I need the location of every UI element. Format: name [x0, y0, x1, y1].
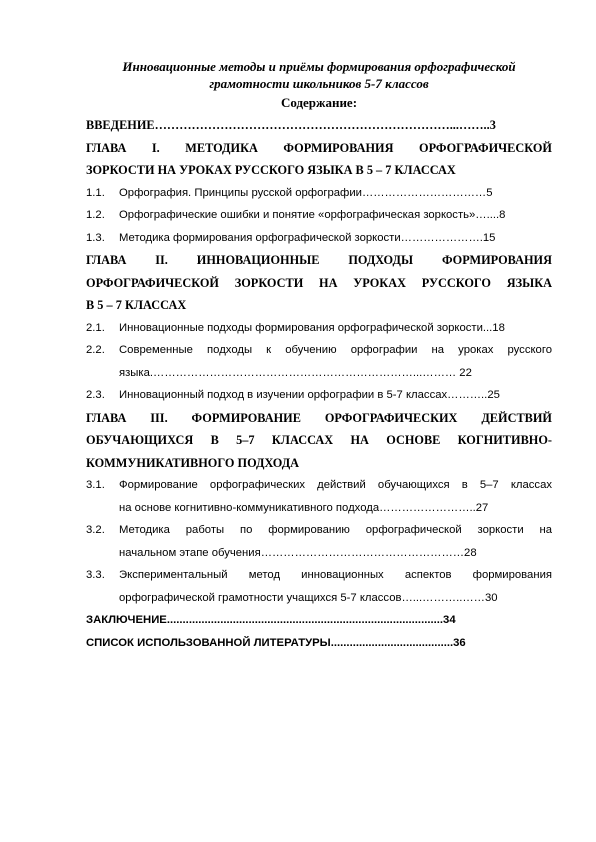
- toc-item-text: Инновационные подходы формирования орфографической зоркости...18: [119, 321, 505, 334]
- toc-item-text-line2: орфографической грамотности учащихся 5-7 классов…...………..……30: [119, 591, 498, 604]
- toc-item-number: 2.1.: [86, 321, 105, 334]
- toc-item-text-line1: Экспериментальный метод инновационных аспектов формирования: [119, 569, 552, 581]
- toc-item-text: [119, 564, 552, 609]
- document-title-line-2: грамотности школьников 5-7 классов: [209, 76, 429, 91]
- toc-item-1-2: [86, 204, 552, 227]
- toc-item-text: Орфография. Принципы русской орфографии……………………………5: [119, 186, 493, 199]
- toc-bibliography: СПИСОК ИСПОЛЬЗОВАННОЙ ЛИТЕРАТУРЫ.......................................36: [86, 636, 466, 649]
- toc-item-text-line2: начальном этапе обучения………………………………………………28: [119, 546, 477, 559]
- toc-item-2-3: [86, 384, 552, 407]
- toc-item-text: Инновационный подход в изучении орфографии в 5-7 классах………..25: [119, 389, 500, 401]
- toc-chapter2-line2: ОРФОГРАФИЧЕСКОЙ ЗОРКОСТИ НА УРОКАХ РУССКОГО ЯЗЫКА: [86, 275, 552, 290]
- toc-item-3-2: [86, 519, 552, 564]
- toc-chapter2-line3: В 5 – 7 КЛАССАХ: [86, 298, 187, 312]
- toc-chapter2-line1: ГЛАВА II. ИННОВАЦИОННЫЕ ПОДХОДЫ ФОРМИРОВАНИЯ: [86, 253, 552, 267]
- toc-chapter3-line2: ОБУЧАЮЩИХСЯ В 5–7 КЛАССАХ НА ОСНОВЕ КОГНИТИВНО-: [86, 433, 552, 447]
- toc-item-text-line1: Методика работы по формированию орфографической зоркости на: [119, 524, 552, 536]
- toc-item-text: Орфографические ошибки и понятие «орфографическая зоркость»…....8: [119, 209, 506, 221]
- toc-item-text: [119, 519, 552, 564]
- toc-item-1-1: [86, 182, 552, 205]
- toc-item-text: [119, 474, 552, 519]
- toc-chapter1-line1: ГЛАВА I. МЕТОДИКА ФОРМИРОВАНИЯ ОРФОГРАФИЧЕСКОЙ: [86, 140, 552, 155]
- toc-item-text: Методика формирования орфографической зоркости………………….15: [119, 231, 496, 244]
- document-title-line-1: Инновационные методы и приёмы формирования орфографической: [122, 59, 516, 74]
- toc-item-number: 3.1.: [86, 479, 105, 491]
- toc-item-text-line1: Формирование орфографических действий обучающихся в 5–7 классах: [119, 479, 552, 491]
- toc-conclusion: ЗАКЛЮЧЕНИЕ........................................................................................34: [86, 614, 456, 626]
- toc-item-number: 1.2.: [86, 209, 105, 221]
- toc-item-number: 3.3.: [86, 569, 105, 581]
- toc-item-text-line2: языка.……………………………………………………………...……… 22: [119, 366, 472, 379]
- contents-heading: Содержание:: [280, 95, 358, 110]
- toc-item-number: 3.2.: [86, 524, 105, 536]
- toc-item-text-line2: на основе когнитивно-коммуникативного подхода……………………..27: [119, 501, 489, 514]
- toc-item-number: 1.1.: [86, 186, 105, 199]
- toc-item-number: 2.3.: [86, 389, 105, 401]
- toc-intro: ВВЕДЕНИЕ………………………………………………………………...……..3: [86, 118, 496, 132]
- toc-item-3-3: [86, 564, 552, 609]
- toc-item-2-1: [86, 317, 552, 340]
- toc-item-2-2: [86, 339, 552, 384]
- toc-item-1-3: [86, 227, 552, 250]
- toc-item-text-line1: Современные подходы к обучению орфографии на уроках русского: [119, 344, 552, 356]
- toc-item-number: 1.3.: [86, 231, 105, 244]
- toc-item-text: [119, 339, 552, 384]
- document-page: [86, 58, 552, 654]
- toc-chapter3-line3: КОММУНИКАТИВНОГО ПОДХОДА: [86, 455, 300, 470]
- toc-chapter3-line1: ГЛАВА III. ФОРМИРОВАНИЕ ОРФОГРАФИЧЕСКИХ ДЕЙСТВИЙ: [86, 410, 552, 425]
- toc-chapter1-line2: ЗОРКОСТИ НА УРОКАХ РУССКОГО ЯЗЫКА В 5 – 7 КЛАССАХ: [86, 163, 456, 177]
- toc-item-3-1: [86, 474, 552, 519]
- toc-item-number: 2.2.: [86, 344, 105, 356]
